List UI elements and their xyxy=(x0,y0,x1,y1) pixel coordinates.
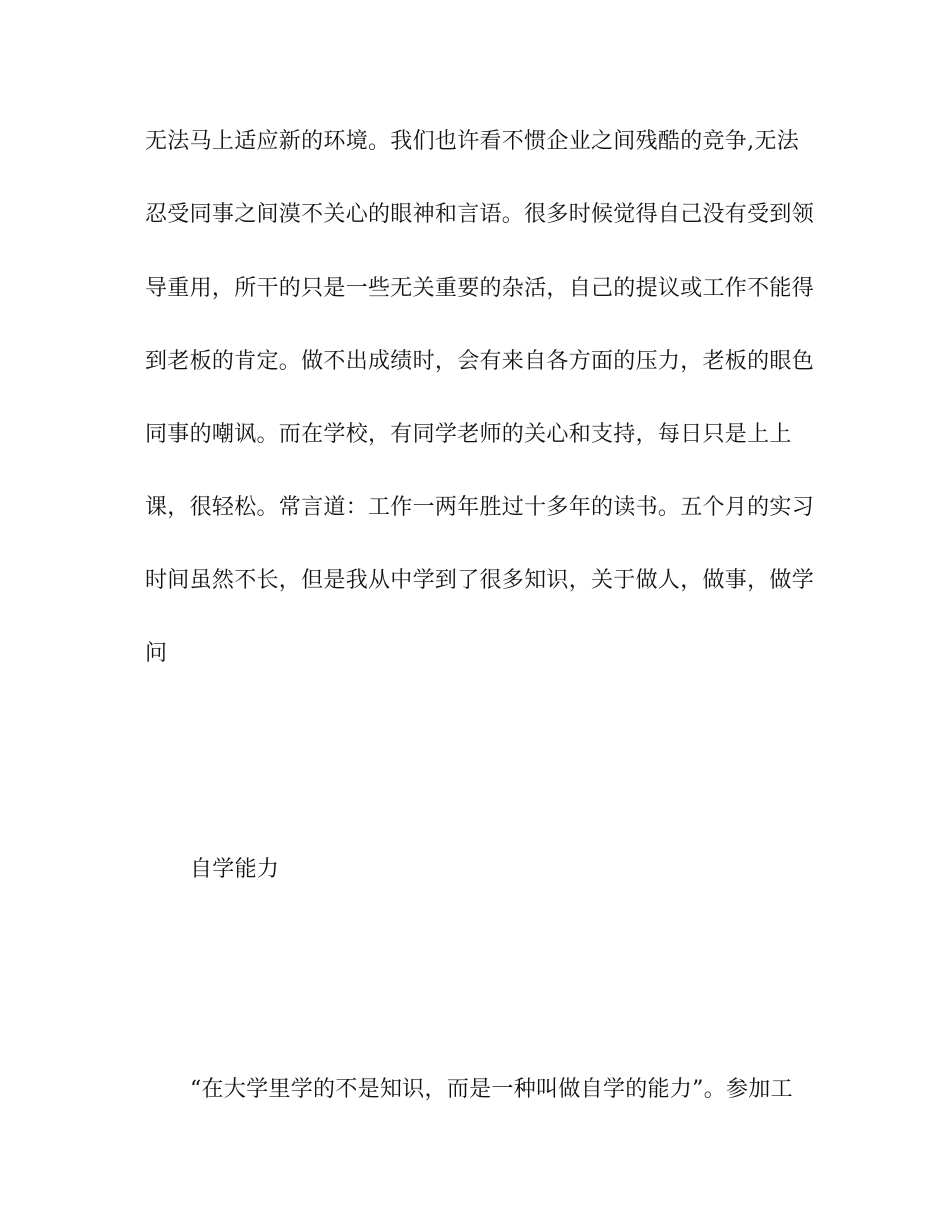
body-text-line: 导重用，所干的只是一些无关重要的杂活，自己的提议或工作不能得 xyxy=(145,276,815,301)
section-heading: 自学能力 xyxy=(190,857,280,882)
body-text-line: “在大学里学的不是知识，而是一种叫做自学的能力”。参加工 xyxy=(190,1077,793,1102)
body-text-line: 同事的嘲讽。而在学校，有同学老师的关心和支持，每日只是上上 xyxy=(145,422,792,447)
body-text-line: 时间虽然不长，但是我从中学到了很多知识，关于做人，做事，做学 xyxy=(145,568,815,593)
body-text-line: 课，很轻松。常言道：工作一两年胜过十多年的读书。五个月的实习 xyxy=(145,495,815,520)
body-text-line: 到老板的肯定。做不出成绩时，会有来自各方面的压力，老板的眼色 xyxy=(145,349,815,374)
body-text-line: 无法马上适应新的环境。我们也许看不惯企业之间残酷的竞争,无法 xyxy=(145,129,799,154)
body-text-line: 忍受同事之间漠不关心的眼神和言语。很多时候觉得自己没有受到领 xyxy=(145,202,815,227)
body-text-line: 问 xyxy=(145,641,168,666)
